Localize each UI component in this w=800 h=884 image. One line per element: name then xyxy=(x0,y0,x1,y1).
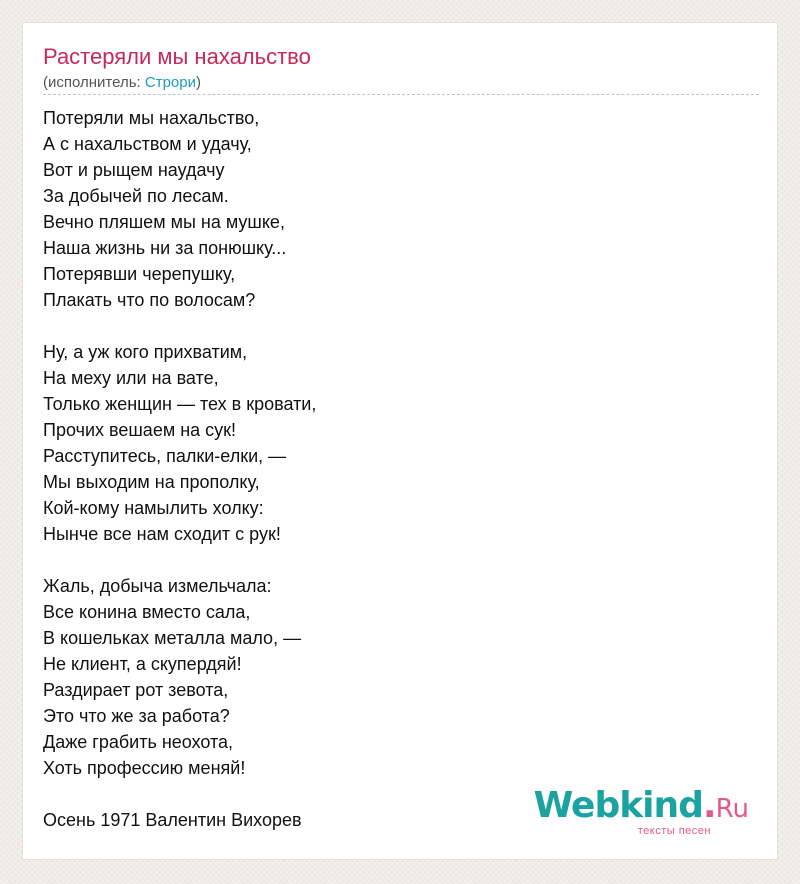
lyric-line: Потеряли мы нахальство, xyxy=(43,108,260,128)
lyric-line: Это что же за работа? xyxy=(43,706,230,726)
lyrics-card xyxy=(22,22,778,860)
title-divider xyxy=(43,94,759,95)
artist-line xyxy=(43,73,201,93)
artist-suffix: ) xyxy=(195,74,201,91)
logo-dot: . xyxy=(702,785,716,826)
lyric-line: Даже грабить неохота, xyxy=(43,732,234,752)
lyric-line: Вечно пляшем мы на мушке, xyxy=(43,212,285,232)
lyric-line: В кошельках металла мало, — xyxy=(43,628,302,648)
lyric-line: Не клиент, а скупердяй! xyxy=(43,654,242,674)
lyric-line: Раздирает рот зевота, xyxy=(43,680,229,700)
logo-main: Webkind xyxy=(533,785,703,826)
lyrics-signature: Осень 1971 Валентин Вихорев xyxy=(43,810,302,830)
artist-link[interactable]: Строри xyxy=(144,74,196,91)
lyric-line: Мы выходим на прополку, xyxy=(43,472,260,492)
lyric-line: Плакать что по волосам? xyxy=(43,290,256,310)
lyric-line: За добычей по лесам. xyxy=(43,186,229,206)
lyric-line: Расступитесь, палки-елки, — xyxy=(43,446,287,466)
lyric-line: Хоть профессию меняй! xyxy=(43,758,246,778)
lyric-line: Наша жизнь ни за понюшку... xyxy=(43,238,287,258)
lyric-line: Нынче все нам сходит с рук! xyxy=(43,524,281,544)
lyrics-text xyxy=(43,105,316,833)
lyric-line: Все конина вместо сала, xyxy=(43,602,251,622)
lyric-line: Только женщин — тех в кровати, xyxy=(43,394,317,414)
lyric-line: А с нахальством и удачу, xyxy=(43,134,252,154)
stanza-gap xyxy=(43,313,316,339)
lyric-line: Прочих вешаем на сук! xyxy=(43,420,237,440)
lyric-line: Кой-кому намылить холку: xyxy=(43,498,264,518)
lyric-line: На меху или на вате, xyxy=(43,368,219,388)
lyric-line: Ну, а уж кого прихватим, xyxy=(43,342,248,362)
lyric-line: Вот и рыщем наудачу xyxy=(43,160,225,180)
lyric-line: Потерявши черепушку, xyxy=(43,264,236,284)
site-logo[interactable] xyxy=(533,785,749,837)
artist-prefix: (исполнитель: xyxy=(43,74,145,91)
lyric-line: Жаль, добыча измельчала: xyxy=(43,576,272,596)
song-title: Растеряли мы нахальство xyxy=(43,44,311,69)
logo-tld: Ru xyxy=(715,794,749,824)
stanza-gap xyxy=(43,781,316,807)
stanza-gap xyxy=(43,547,316,573)
logo-tagline: тексты песен xyxy=(637,825,711,837)
logo-wordmark xyxy=(533,785,749,827)
